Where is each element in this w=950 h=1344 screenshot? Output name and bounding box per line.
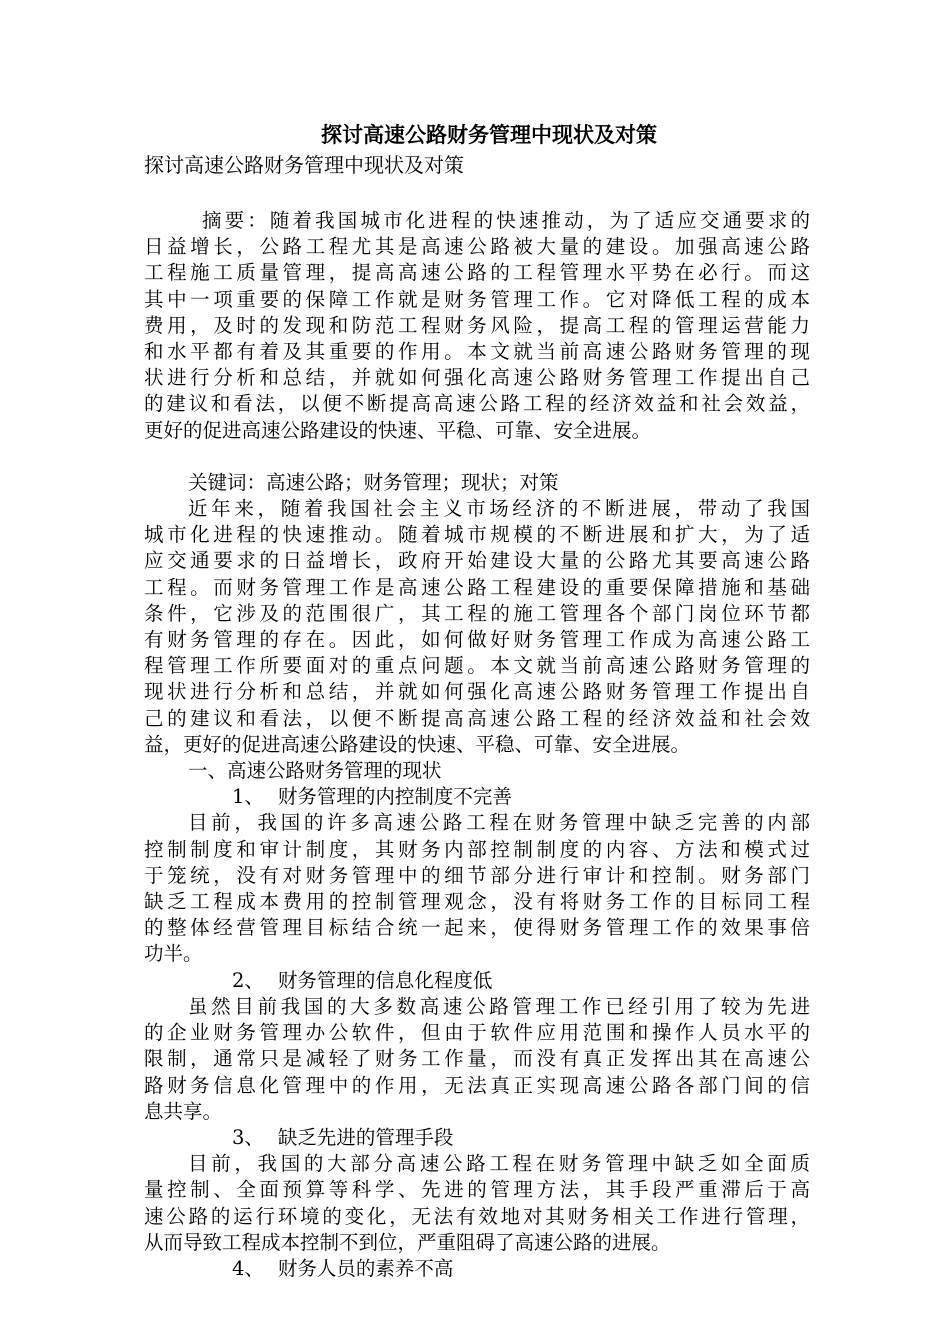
intro-line: 工程。而财务管理工作是高速公路工程建设的重要保障措施和基础	[144, 575, 810, 599]
body-line: 限制，通常只是减轻了财务工作量，而没有真正发挥出其在高速公	[144, 1047, 810, 1071]
abstract-line: 日益增长，公路工程尤其是高速公路被大量的建设。加强高速公路	[144, 235, 810, 259]
blank-line	[144, 182, 810, 208]
abstract-line: 的建议和看法，以便不断提高高速公路工程的经济效益和社会效益，	[144, 392, 810, 416]
intro-line: 有财务管理的存在。因此，如何做好财务管理工作成为高速公路工	[144, 628, 810, 652]
body-line: 量控制、全面预算等科学、先进的管理方法，其手段严重滞后于高	[144, 1178, 810, 1202]
intro-line: 应交通要求的日益增长，政府开始建设大量的公路尤其要高速公路	[144, 549, 810, 573]
document-page	[144, 118, 810, 1282]
subsection-heading	[144, 1125, 810, 1151]
subsection-number: 1、	[232, 785, 264, 809]
body-line: 速公路的运行环境的变化，无法有效地对其财务相关工作进行管理，	[144, 1204, 810, 1228]
subsection-title: 缺乏先进的管理手段	[277, 1125, 454, 1149]
document-title: 探讨高速公路财务管理中现状及对策	[321, 122, 657, 147]
subsection-title: 财务人员的素养不高	[277, 1256, 454, 1280]
body-line: 于笼统，没有对财务管理中的细节部分进行审计和控制。财务部门	[144, 863, 810, 887]
subsection-heading	[144, 968, 810, 994]
intro-line: 益，更好的促进高速公路建设的快速、平稳、可靠、安全进展。	[144, 732, 691, 756]
abstract-line: 和水平都有着及其重要的作用。本文就当前高速公路财务管理的现	[144, 340, 810, 364]
body-line: 息共享。	[144, 1099, 223, 1123]
abstract-line: 摘要：随着我国城市化进程的快速推动，为了适应交通要求的	[202, 209, 810, 232]
document-subtitle: 探讨高速公路财务管理中现状及对策	[144, 153, 464, 177]
intro-line: 条件，它涉及的范围很广，其工程的施工管理各个部门岗位环节都	[144, 601, 810, 625]
abstract-paragraph	[144, 208, 810, 444]
section-heading: 一、高速公路财务管理的现状	[188, 759, 442, 783]
abstract-line: 更好的促进高速公路建设的快速、平稳、可靠、安全进展。	[144, 418, 652, 442]
intro-line: 近年来，随着我国社会主义市场经济的不断进展，带动了我国	[188, 497, 810, 521]
body-line: 目前，我国的大部分高速公路工程在财务管理中缺乏如全面质	[188, 1152, 810, 1176]
intro-line: 现状进行分析和总结，并就如何强化高速公路财务管理工作提出自	[144, 680, 810, 704]
body-line: 功半。	[144, 942, 203, 966]
subsection-title: 财务管理的内控制度不完善	[277, 785, 512, 809]
abstract-line: 费用，及时的发现和防范工程财务风险，提高工程的管理运营能力	[144, 313, 810, 337]
abstract-line: 其中一项重要的保障工作就是财务管理工作。它对降低工程的成本	[144, 287, 810, 311]
body-paragraph	[144, 1151, 810, 1256]
body-line: 的整体经营管理目标结合统一起来，使得财务管理工作的效果事倍	[144, 916, 810, 940]
body-line: 控制制度和审计制度，其财务内部控制制度的内容、方法和模式过	[144, 837, 810, 861]
subsection-number: 4、	[232, 1256, 264, 1280]
body-line: 缺乏工程成本费用的控制管理观念，没有将财务工作的目标同工程	[144, 890, 810, 914]
abstract-line: 状进行分析和总结，并就如何强化高速公路财务管理工作提出自己	[144, 366, 810, 390]
body-line: 的企业财务管理办公软件，但由于软件应用范围和操作人员水平的	[144, 1021, 810, 1045]
subsection-number: 2、	[232, 968, 264, 992]
body-paragraph	[144, 994, 810, 1125]
abstract-line: 工程施工质量管理，提高高速公路的工程管理水平势在必行。而这	[144, 261, 810, 285]
blank-line	[144, 444, 810, 470]
subsection-heading	[144, 1256, 810, 1282]
body-line: 目前，我国的许多高速公路工程在财务管理中缺乏完善的内部	[188, 811, 810, 835]
intro-paragraph	[144, 496, 810, 758]
body-line: 虽然目前我国的大多数高速公路管理工作已经引用了较为先进	[188, 994, 810, 1018]
intro-line: 己的建议和看法，以便不断提高高速公路工程的经济效益和社会效	[144, 706, 810, 730]
subsection-number: 3、	[232, 1125, 264, 1149]
body-paragraph	[144, 810, 810, 967]
intro-line: 程管理工作所要面对的重点问题。本文就当前高速公路财务管理的	[144, 654, 810, 678]
keywords-line: 关键词：高速公路；财务管理；现状；对策	[188, 470, 559, 494]
intro-line: 城市化进程的快速推动。随着城市规模的不断进展和扩大，为了适	[144, 523, 810, 547]
body-line: 路财务信息化管理中的作用，无法真正实现高速公路各部门间的信	[144, 1073, 810, 1097]
subsection-heading	[144, 784, 810, 810]
body-line: 从而导致工程成本控制不到位，严重阻碍了高速公路的进展。	[144, 1230, 671, 1254]
subsection-title: 财务管理的信息化程度低	[277, 968, 493, 992]
